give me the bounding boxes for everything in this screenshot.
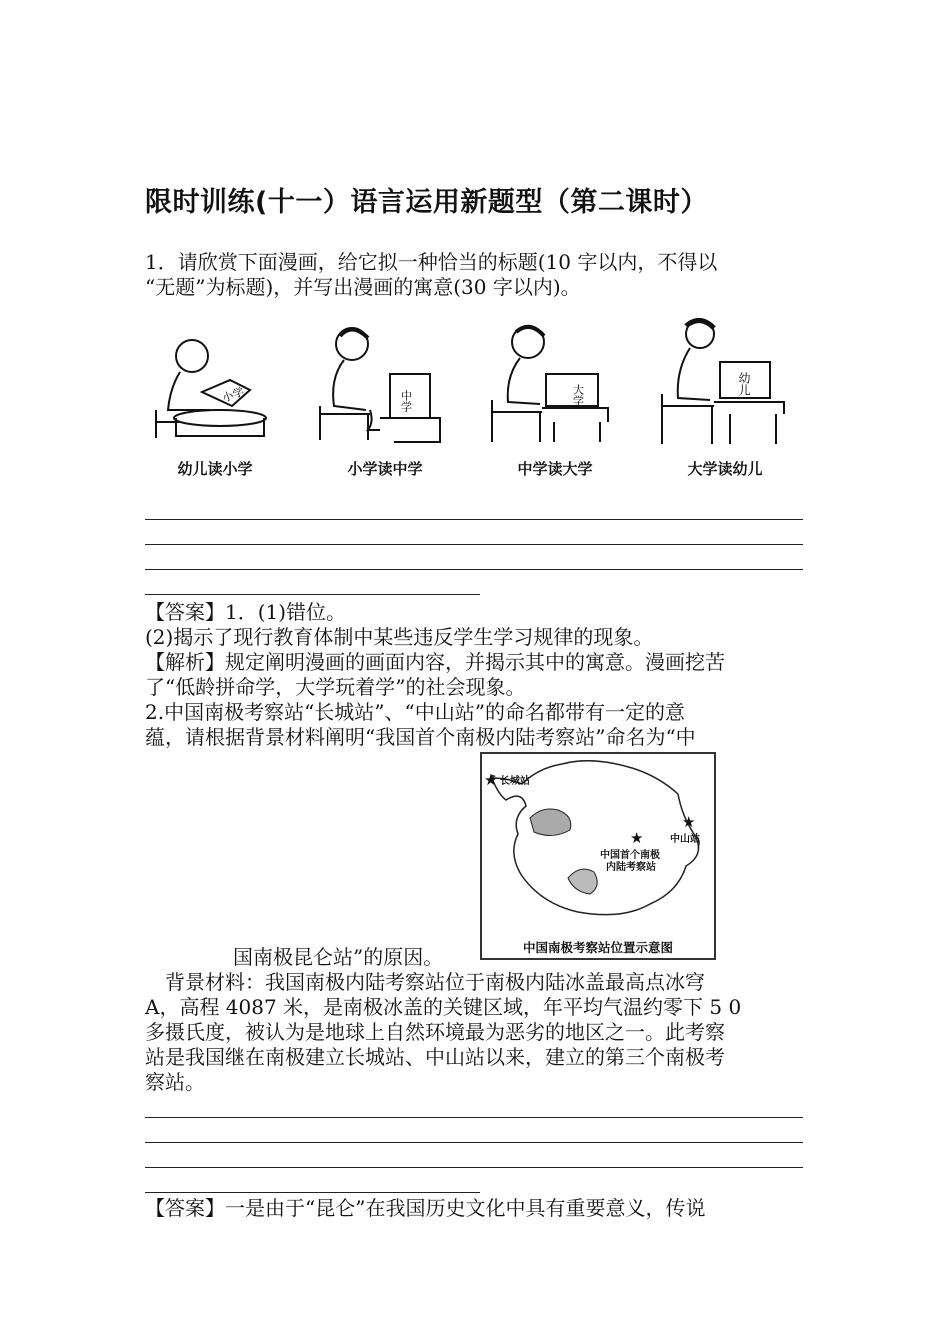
comic-3-caption: 中学读大学 <box>517 460 593 478</box>
comic-panel-1 <box>140 318 290 488</box>
inland-station-label-1: 中国首个南极 <box>600 850 660 861</box>
background-line-5: 察站。 <box>145 1070 205 1094</box>
pupil-reading-icon <box>310 318 460 458</box>
comic-1-book-text: 小学 <box>220 385 246 405</box>
question-1-line-2: “无题”为标题)，并写出漫画的寓意(30 字以内)。 <box>145 275 581 299</box>
map-caption: 中国南极考察站位置示意图 <box>522 940 673 955</box>
comic-2-book-text: 中学 <box>399 390 413 412</box>
answer-1: 【答案】1．(1)错位。 <box>145 600 347 624</box>
comic-3-book-text: 大学 <box>571 384 585 406</box>
zhongshan-station-label: 中山站 <box>670 834 700 845</box>
comic-strip <box>140 318 800 488</box>
changcheng-station-label: 长城站 <box>500 776 530 787</box>
antarctica-map <box>480 752 716 960</box>
adult-reading-icon <box>650 318 800 458</box>
answer-line <box>145 594 480 595</box>
comic-panel-2 <box>310 318 460 488</box>
answer-2: 【答案】一是由于“昆仑”在我国历史文化中具有重要意义，传说 <box>145 1196 706 1220</box>
page-title: 限时训练(十一）语言运用新题型（第二课时） <box>145 187 708 218</box>
comic-panel-3 <box>480 318 630 488</box>
question-2-line-3: 国南极昆仑站”的原因。 <box>233 945 444 969</box>
background-line-3: 多摄氏度，被认为是地球上自然环境最为恶劣的地区之一。此考察 <box>145 1020 725 1044</box>
background-line-4: 站是我国继在南极建立长城站、中山站以来，建立的第三个南极考 <box>145 1045 725 1069</box>
analysis-1-line-2: 了“低龄拼命学，大学玩着学”的社会现象。 <box>145 675 526 699</box>
analysis-1-line-1: 【解析】规定阐明漫画的画面内容，并揭示其中的寓意。漫画挖苦 <box>145 650 725 674</box>
question-2-line-1: 2.中国南极考察站“长城站”、“中山站”的命名都带有一定的意 <box>145 700 685 724</box>
comic-1-caption: 幼儿读小学 <box>177 460 253 478</box>
answer-line <box>145 1192 480 1193</box>
comic-2-caption: 小学读中学 <box>347 460 423 478</box>
comic-4-book-text: 幼儿 <box>737 372 751 396</box>
answer-1-detail: (2)揭示了现行教育体制中某些违反学生学习规律的现象。 <box>145 625 654 649</box>
zhongshan-station-icon: ★ <box>682 813 696 831</box>
changcheng-station-icon: ★ <box>484 771 498 789</box>
comic-4-caption: 大学读幼儿 <box>687 460 763 478</box>
background-line-2: A，高程 4087 米，是南极冰盖的关键区域，年平均气温约零下 5 0 <box>145 995 742 1019</box>
inland-station-label-2: 内陆考察站 <box>606 862 656 873</box>
teen-reading-icon <box>480 318 630 458</box>
answer-line <box>145 519 803 520</box>
answer-line <box>145 1117 803 1118</box>
answer-line <box>145 544 803 545</box>
answer-line <box>145 1142 803 1143</box>
child-reading-icon <box>140 318 290 458</box>
comic-panel-4 <box>650 318 800 488</box>
answer-line <box>145 569 803 570</box>
question-2-line-2: 蕴，请根据背景材料阐明“我国首个南极内陆考察站”命名为“中 <box>145 725 696 749</box>
kunlun-station-icon: ★ <box>630 829 644 847</box>
answer-line <box>145 1167 803 1168</box>
background-line-1: 背景材料：我国南极内陆考察站位于南极内陆冰盖最高点冰穹 <box>145 970 705 994</box>
question-1-line-1: 1．请欣赏下面漫画，给它拟一种恰当的标题(10 字以内，不得以 <box>145 250 718 274</box>
